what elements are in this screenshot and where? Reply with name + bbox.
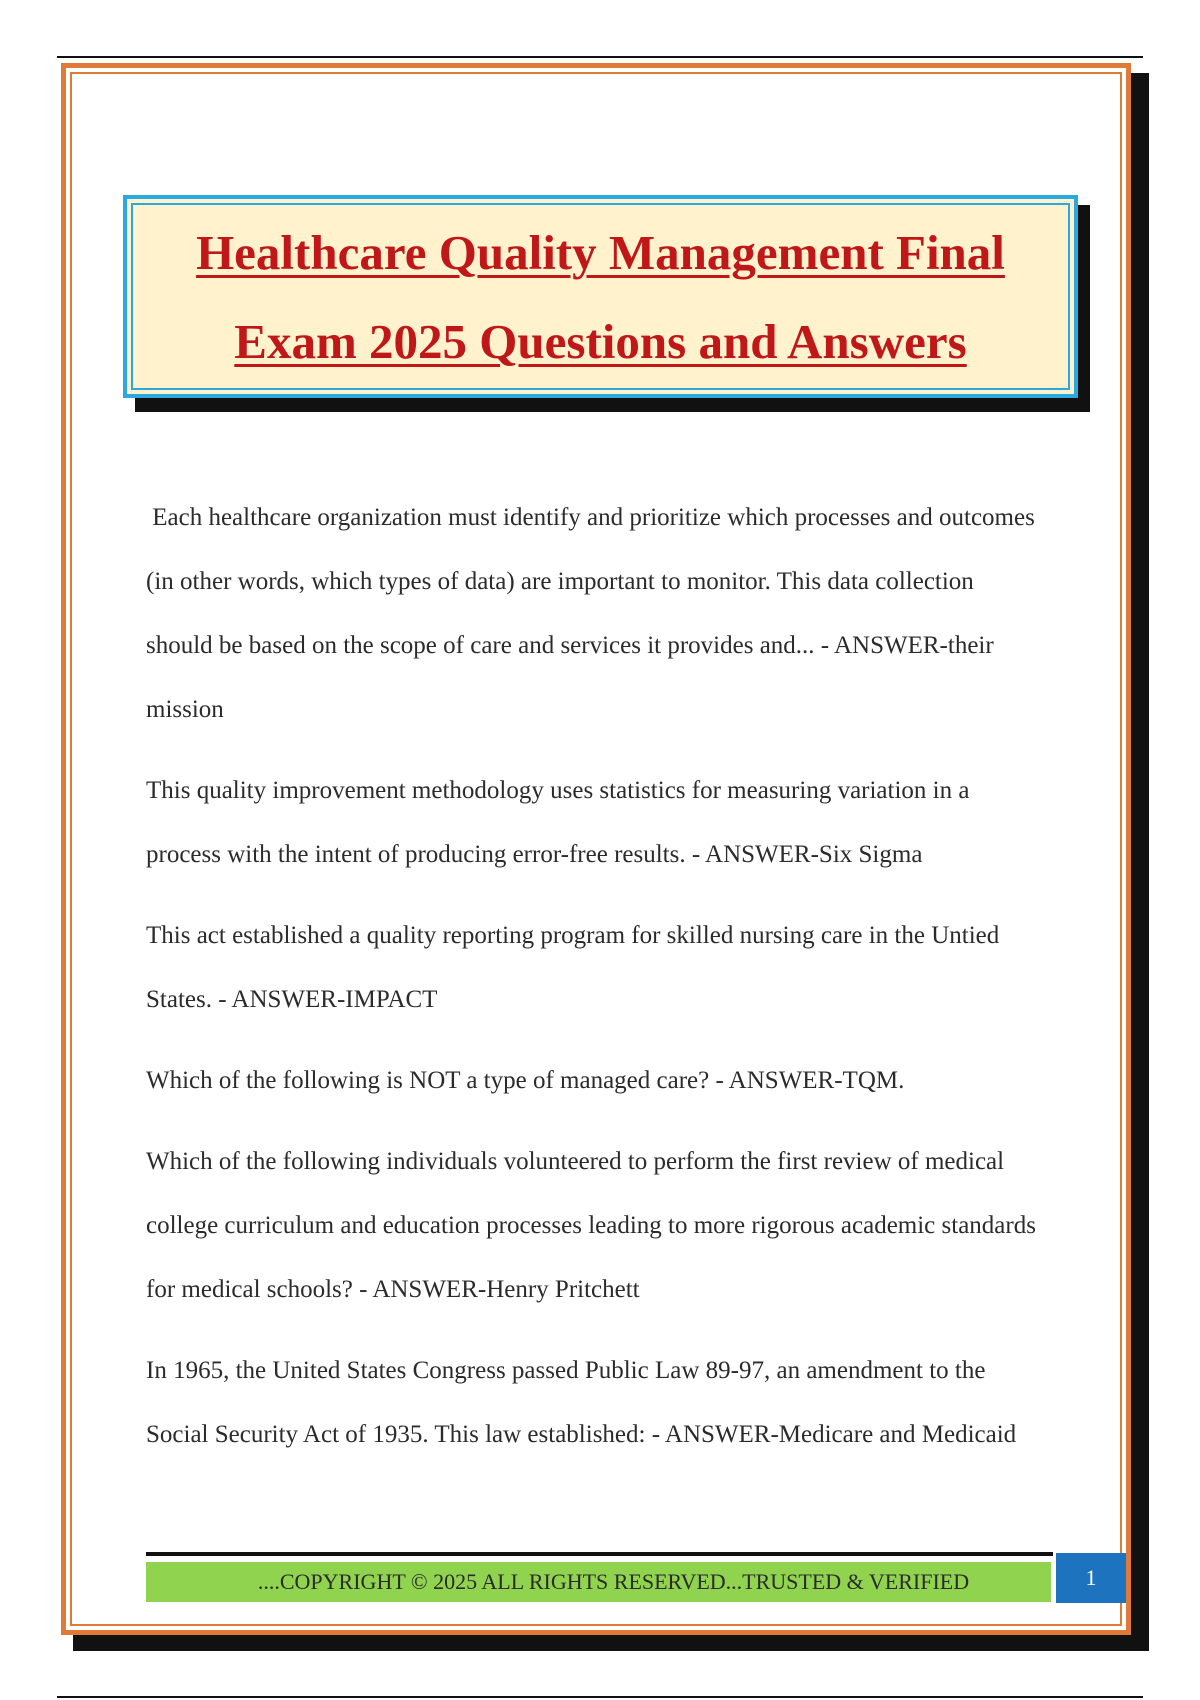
footer-rule — [146, 1552, 1053, 1556]
bottom-rule — [57, 1696, 1143, 1698]
page-number: 1 — [1085, 1565, 1097, 1590]
top-rule — [57, 56, 1143, 58]
qa-item: Each healthcare organization must identify and prioritize which processes and outcomes (in other words, which types of data) are important to monitor. This data collection should be based on the scope of care and services it provides and... - ANSWER-their mission — [146, 504, 1042, 723]
qa-content — [146, 486, 1046, 1484]
qa-item: Which of the following individuals volunteered to perform the first review of medical college curriculum and education processes leading to more rigorous academic standards for medical schools? - ANSWER-Henry Pritchett — [146, 1148, 1043, 1303]
copyright-text: ....COPYRIGHT © 2025 ALL RIGHTS RESERVED...TRUSTED & VERIFIED — [257, 1569, 970, 1594]
footer-bar — [146, 1562, 1051, 1602]
qa-item: This quality improvement methodology uses statistics for measuring variation in a process with the intent of producing error-free results. - ANSWER-Six Sigma — [146, 777, 976, 868]
title-box — [123, 195, 1078, 398]
title-line-2: Exam 2025 Questions and Answers — [234, 313, 967, 369]
page-number-box — [1056, 1553, 1126, 1603]
qa-item: This act established a quality reporting program for skilled nursing care in the Untied States. - ANSWER-IMPACT — [146, 922, 1006, 1013]
title-line-1: Healthcare Quality Management Final — [196, 224, 1005, 280]
qa-item: In 1965, the United States Congress passed Public Law 89-97, an amendment to the Social Security Act of 1935. This law established: - ANSWER-Medicare and Medicaid — [146, 1357, 1017, 1448]
qa-item: Which of the following is NOT a type of managed care? - ANSWER-TQM. — [146, 1067, 905, 1094]
